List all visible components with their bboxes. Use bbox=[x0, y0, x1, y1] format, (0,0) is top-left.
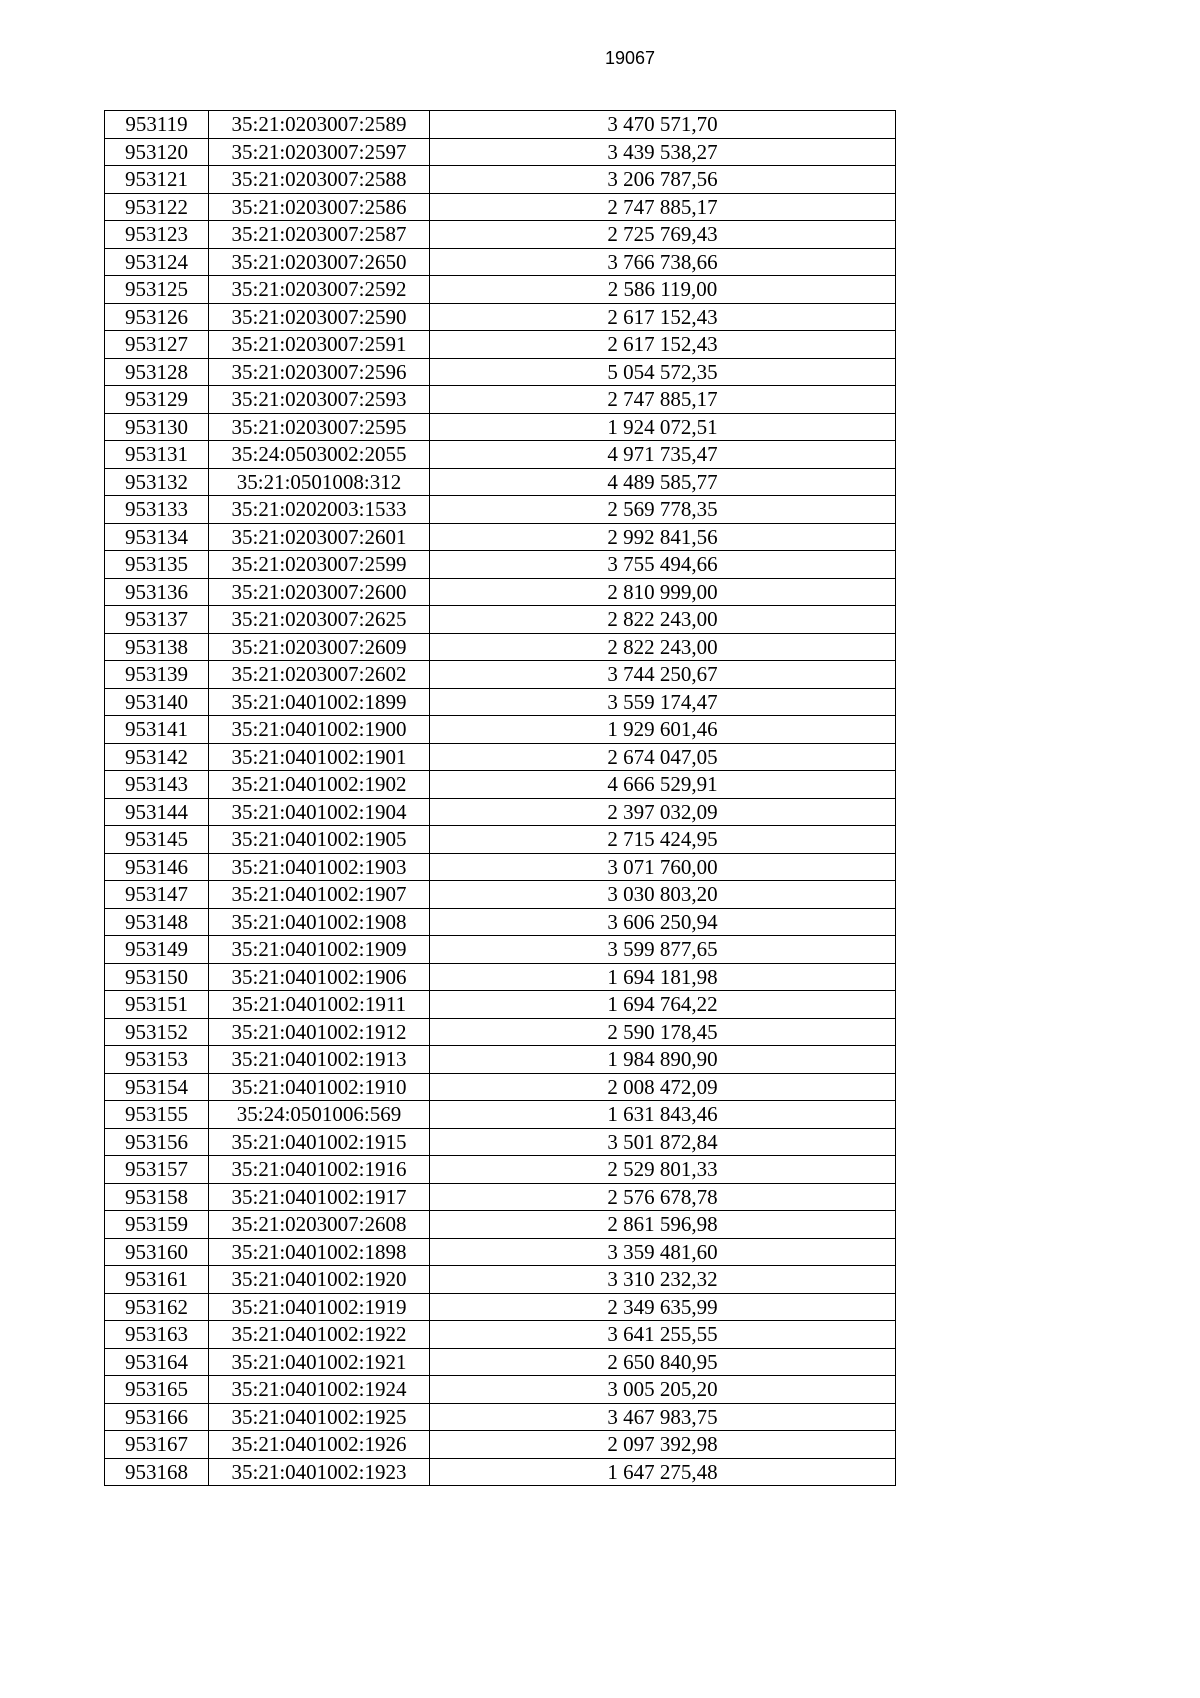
cadastral-value-cell: 2 650 840,95 bbox=[430, 1348, 896, 1376]
table-row bbox=[105, 688, 896, 716]
table-row bbox=[105, 881, 896, 909]
cadastral-value-cell: 3 071 760,00 bbox=[430, 853, 896, 881]
table-row bbox=[105, 1183, 896, 1211]
cadastral-number-cell: 35:21:0401002:1902 bbox=[209, 771, 430, 799]
row-number-cell: 953156 bbox=[105, 1128, 209, 1156]
page-number: 19067 bbox=[604, 48, 656, 68]
table-row bbox=[105, 138, 896, 166]
cadastral-value-cell: 1 929 601,46 bbox=[430, 716, 896, 744]
table-row bbox=[105, 661, 896, 689]
table-row bbox=[105, 111, 896, 139]
cadastral-number-cell: 35:21:0401002:1909 bbox=[209, 936, 430, 964]
cadastral-number-cell: 35:21:0203007:2599 bbox=[209, 551, 430, 579]
cadastral-number-cell: 35:21:0401002:1906 bbox=[209, 963, 430, 991]
row-number-cell: 953138 bbox=[105, 633, 209, 661]
table-row bbox=[105, 1348, 896, 1376]
table-row bbox=[105, 331, 896, 359]
table-row bbox=[105, 496, 896, 524]
table-row bbox=[105, 1101, 896, 1129]
row-number-cell: 953168 bbox=[105, 1458, 209, 1486]
table-row bbox=[105, 358, 896, 386]
row-number-cell: 953119 bbox=[105, 111, 209, 139]
cadastral-value-cell: 4 666 529,91 bbox=[430, 771, 896, 799]
cadastral-number-cell: 35:21:0203007:2602 bbox=[209, 661, 430, 689]
cadastral-number-cell: 35:21:0401002:1898 bbox=[209, 1238, 430, 1266]
cadastral-value-cell: 3 641 255,55 bbox=[430, 1321, 896, 1349]
row-number-cell: 953128 bbox=[105, 358, 209, 386]
table-row bbox=[105, 386, 896, 414]
row-number-cell: 953127 bbox=[105, 331, 209, 359]
cadastral-number-cell: 35:21:0401002:1899 bbox=[209, 688, 430, 716]
cadastral-value-cell: 2 725 769,43 bbox=[430, 221, 896, 249]
row-number-cell: 953147 bbox=[105, 881, 209, 909]
cadastral-number-cell: 35:21:0401002:1905 bbox=[209, 826, 430, 854]
cadastral-number-cell: 35:21:0202003:1533 bbox=[209, 496, 430, 524]
row-number-cell: 953155 bbox=[105, 1101, 209, 1129]
table-row bbox=[105, 523, 896, 551]
cadastral-value-table bbox=[104, 110, 896, 1486]
row-number-cell: 953136 bbox=[105, 578, 209, 606]
cadastral-number-cell: 35:21:0203007:2597 bbox=[209, 138, 430, 166]
row-number-cell: 953163 bbox=[105, 1321, 209, 1349]
row-number-cell: 953123 bbox=[105, 221, 209, 249]
cadastral-number-cell: 35:21:0203007:2609 bbox=[209, 633, 430, 661]
cadastral-value-cell: 2 397 032,09 bbox=[430, 798, 896, 826]
cadastral-value-cell: 2 576 678,78 bbox=[430, 1183, 896, 1211]
cadastral-number-cell: 35:21:0203007:2586 bbox=[209, 193, 430, 221]
cadastral-number-cell: 35:21:0203007:2593 bbox=[209, 386, 430, 414]
cadastral-value-cell: 2 861 596,98 bbox=[430, 1211, 896, 1239]
cadastral-number-cell: 35:21:0401002:1922 bbox=[209, 1321, 430, 1349]
row-number-cell: 953167 bbox=[105, 1431, 209, 1459]
table-row bbox=[105, 166, 896, 194]
table-row bbox=[105, 578, 896, 606]
table-row bbox=[105, 1458, 896, 1486]
row-number-cell: 953153 bbox=[105, 1046, 209, 1074]
row-number-cell: 953158 bbox=[105, 1183, 209, 1211]
cadastral-number-cell: 35:21:0203007:2650 bbox=[209, 248, 430, 276]
cadastral-number-cell: 35:21:0401002:1921 bbox=[209, 1348, 430, 1376]
row-number-cell: 953148 bbox=[105, 908, 209, 936]
cadastral-number-cell: 35:21:0401002:1913 bbox=[209, 1046, 430, 1074]
cadastral-value-cell: 2 569 778,35 bbox=[430, 496, 896, 524]
cadastral-number-cell: 35:21:0401002:1900 bbox=[209, 716, 430, 744]
table-row bbox=[105, 468, 896, 496]
cadastral-number-cell: 35:21:0203007:2592 bbox=[209, 276, 430, 304]
cadastral-value-cell: 3 467 983,75 bbox=[430, 1403, 896, 1431]
table-row bbox=[105, 1376, 896, 1404]
row-number-cell: 953165 bbox=[105, 1376, 209, 1404]
table-row bbox=[105, 441, 896, 469]
cadastral-number-cell: 35:21:0203007:2588 bbox=[209, 166, 430, 194]
cadastral-value-cell: 2 715 424,95 bbox=[430, 826, 896, 854]
cadastral-value-cell: 3 310 232,32 bbox=[430, 1266, 896, 1294]
table-row bbox=[105, 193, 896, 221]
table-row bbox=[105, 1266, 896, 1294]
cadastral-value-cell: 2 747 885,17 bbox=[430, 386, 896, 414]
cadastral-value-cell: 2 590 178,45 bbox=[430, 1018, 896, 1046]
cadastral-number-cell: 35:21:0401002:1901 bbox=[209, 743, 430, 771]
table-row bbox=[105, 606, 896, 634]
cadastral-number-cell: 35:21:0203007:2608 bbox=[209, 1211, 430, 1239]
cadastral-number-cell: 35:21:0401002:1907 bbox=[209, 881, 430, 909]
cadastral-value-cell: 4 489 585,77 bbox=[430, 468, 896, 496]
cadastral-value-cell: 4 971 735,47 bbox=[430, 441, 896, 469]
cadastral-value-cell: 1 694 181,98 bbox=[430, 963, 896, 991]
cadastral-value-cell: 3 744 250,67 bbox=[430, 661, 896, 689]
table-row bbox=[105, 1403, 896, 1431]
cadastral-value-cell: 1 924 072,51 bbox=[430, 413, 896, 441]
cadastral-value-cell: 2 586 119,00 bbox=[430, 276, 896, 304]
cadastral-value-cell: 3 439 538,27 bbox=[430, 138, 896, 166]
cadastral-number-cell: 35:21:0401002:1912 bbox=[209, 1018, 430, 1046]
cadastral-number-cell: 35:21:0401002:1915 bbox=[209, 1128, 430, 1156]
table-row bbox=[105, 413, 896, 441]
cadastral-value-cell: 3 030 803,20 bbox=[430, 881, 896, 909]
cadastral-value-cell: 3 005 205,20 bbox=[430, 1376, 896, 1404]
table-row bbox=[105, 633, 896, 661]
row-number-cell: 953154 bbox=[105, 1073, 209, 1101]
cadastral-number-cell: 35:21:0203007:2625 bbox=[209, 606, 430, 634]
table-row bbox=[105, 771, 896, 799]
cadastral-number-cell: 35:21:0401002:1916 bbox=[209, 1156, 430, 1184]
cadastral-value-cell: 3 606 250,94 bbox=[430, 908, 896, 936]
row-number-cell: 953120 bbox=[105, 138, 209, 166]
cadastral-value-cell: 2 349 635,99 bbox=[430, 1293, 896, 1321]
cadastral-value-cell: 2 097 392,98 bbox=[430, 1431, 896, 1459]
row-number-cell: 953146 bbox=[105, 853, 209, 881]
cadastral-value-cell: 3 559 174,47 bbox=[430, 688, 896, 716]
table-row bbox=[105, 1321, 896, 1349]
table-row bbox=[105, 1073, 896, 1101]
cadastral-value-cell: 3 206 787,56 bbox=[430, 166, 896, 194]
cadastral-value-cell: 1 647 275,48 bbox=[430, 1458, 896, 1486]
cadastral-number-cell: 35:21:0203007:2601 bbox=[209, 523, 430, 551]
row-number-cell: 953166 bbox=[105, 1403, 209, 1431]
table-row bbox=[105, 221, 896, 249]
table-row bbox=[105, 551, 896, 579]
cadastral-value-cell: 3 755 494,66 bbox=[430, 551, 896, 579]
cadastral-number-cell: 35:21:0203007:2587 bbox=[209, 221, 430, 249]
cadastral-value-cell: 2 992 841,56 bbox=[430, 523, 896, 551]
row-number-cell: 953140 bbox=[105, 688, 209, 716]
row-number-cell: 953142 bbox=[105, 743, 209, 771]
row-number-cell: 953161 bbox=[105, 1266, 209, 1294]
row-number-cell: 953122 bbox=[105, 193, 209, 221]
row-number-cell: 953133 bbox=[105, 496, 209, 524]
row-number-cell: 953149 bbox=[105, 936, 209, 964]
table-row bbox=[105, 1238, 896, 1266]
cadastral-value-cell: 2 810 999,00 bbox=[430, 578, 896, 606]
cadastral-value-cell: 1 984 890,90 bbox=[430, 1046, 896, 1074]
cadastral-number-cell: 35:21:0401002:1924 bbox=[209, 1376, 430, 1404]
table-row bbox=[105, 963, 896, 991]
table-row bbox=[105, 1293, 896, 1321]
row-number-cell: 953130 bbox=[105, 413, 209, 441]
row-number-cell: 953143 bbox=[105, 771, 209, 799]
row-number-cell: 953121 bbox=[105, 166, 209, 194]
table-row bbox=[105, 908, 896, 936]
cadastral-value-cell: 1 631 843,46 bbox=[430, 1101, 896, 1129]
cadastral-value-cell: 2 617 152,43 bbox=[430, 303, 896, 331]
row-number-cell: 953137 bbox=[105, 606, 209, 634]
cadastral-number-cell: 35:21:0501008:312 bbox=[209, 468, 430, 496]
table-row bbox=[105, 826, 896, 854]
cadastral-number-cell: 35:21:0401002:1904 bbox=[209, 798, 430, 826]
cadastral-number-cell: 35:21:0401002:1903 bbox=[209, 853, 430, 881]
row-number-cell: 953150 bbox=[105, 963, 209, 991]
table-row bbox=[105, 853, 896, 881]
cadastral-value-cell: 2 822 243,00 bbox=[430, 606, 896, 634]
cadastral-number-cell: 35:21:0401002:1910 bbox=[209, 1073, 430, 1101]
cadastral-value-cell: 3 766 738,66 bbox=[430, 248, 896, 276]
row-number-cell: 953124 bbox=[105, 248, 209, 276]
cadastral-number-cell: 35:24:0501006:569 bbox=[209, 1101, 430, 1129]
cadastral-value-cell: 5 054 572,35 bbox=[430, 358, 896, 386]
table-body bbox=[105, 111, 896, 1486]
cadastral-number-cell: 35:24:0503002:2055 bbox=[209, 441, 430, 469]
cadastral-number-cell: 35:21:0203007:2596 bbox=[209, 358, 430, 386]
cadastral-value-cell: 2 617 152,43 bbox=[430, 331, 896, 359]
row-number-cell: 953131 bbox=[105, 441, 209, 469]
table-row bbox=[105, 936, 896, 964]
row-number-cell: 953159 bbox=[105, 1211, 209, 1239]
cadastral-number-cell: 35:21:0203007:2591 bbox=[209, 331, 430, 359]
cadastral-number-cell: 35:21:0203007:2589 bbox=[209, 111, 430, 139]
row-number-cell: 953145 bbox=[105, 826, 209, 854]
cadastral-number-cell: 35:21:0401002:1919 bbox=[209, 1293, 430, 1321]
row-number-cell: 953164 bbox=[105, 1348, 209, 1376]
cadastral-value-cell: 1 694 764,22 bbox=[430, 991, 896, 1019]
cadastral-number-cell: 35:21:0401002:1925 bbox=[209, 1403, 430, 1431]
cadastral-value-cell: 3 470 571,70 bbox=[430, 111, 896, 139]
row-number-cell: 953151 bbox=[105, 991, 209, 1019]
table-row bbox=[105, 276, 896, 304]
table-row bbox=[105, 248, 896, 276]
table-row bbox=[105, 303, 896, 331]
row-number-cell: 953135 bbox=[105, 551, 209, 579]
cadastral-value-cell: 2 747 885,17 bbox=[430, 193, 896, 221]
cadastral-value-cell: 2 674 047,05 bbox=[430, 743, 896, 771]
row-number-cell: 953144 bbox=[105, 798, 209, 826]
cadastral-number-cell: 35:21:0203007:2600 bbox=[209, 578, 430, 606]
row-number-cell: 953125 bbox=[105, 276, 209, 304]
row-number-cell: 953152 bbox=[105, 1018, 209, 1046]
cadastral-value-cell: 3 359 481,60 bbox=[430, 1238, 896, 1266]
cadastral-number-cell: 35:21:0203007:2595 bbox=[209, 413, 430, 441]
table-row bbox=[105, 1046, 896, 1074]
table-row bbox=[105, 743, 896, 771]
cadastral-value-cell: 2 008 472,09 bbox=[430, 1073, 896, 1101]
row-number-cell: 953160 bbox=[105, 1238, 209, 1266]
row-number-cell: 953134 bbox=[105, 523, 209, 551]
row-number-cell: 953132 bbox=[105, 468, 209, 496]
table-row bbox=[105, 798, 896, 826]
cadastral-value-cell: 2 529 801,33 bbox=[430, 1156, 896, 1184]
row-number-cell: 953129 bbox=[105, 386, 209, 414]
cadastral-number-cell: 35:21:0401002:1917 bbox=[209, 1183, 430, 1211]
table-row bbox=[105, 1018, 896, 1046]
row-number-cell: 953157 bbox=[105, 1156, 209, 1184]
cadastral-number-cell: 35:21:0401002:1926 bbox=[209, 1431, 430, 1459]
cadastral-number-cell: 35:21:0401002:1923 bbox=[209, 1458, 430, 1486]
cadastral-number-cell: 35:21:0401002:1908 bbox=[209, 908, 430, 936]
table-row bbox=[105, 716, 896, 744]
cadastral-value-cell: 3 501 872,84 bbox=[430, 1128, 896, 1156]
row-number-cell: 953139 bbox=[105, 661, 209, 689]
table-row bbox=[105, 1431, 896, 1459]
cadastral-number-cell: 35:21:0203007:2590 bbox=[209, 303, 430, 331]
cadastral-value-cell: 3 599 877,65 bbox=[430, 936, 896, 964]
table-row bbox=[105, 1211, 896, 1239]
row-number-cell: 953126 bbox=[105, 303, 209, 331]
table-row bbox=[105, 991, 896, 1019]
cadastral-number-cell: 35:21:0401002:1911 bbox=[209, 991, 430, 1019]
table-row bbox=[105, 1156, 896, 1184]
cadastral-number-cell: 35:21:0401002:1920 bbox=[209, 1266, 430, 1294]
cadastral-value-cell: 2 822 243,00 bbox=[430, 633, 896, 661]
row-number-cell: 953162 bbox=[105, 1293, 209, 1321]
table-row bbox=[105, 1128, 896, 1156]
row-number-cell: 953141 bbox=[105, 716, 209, 744]
